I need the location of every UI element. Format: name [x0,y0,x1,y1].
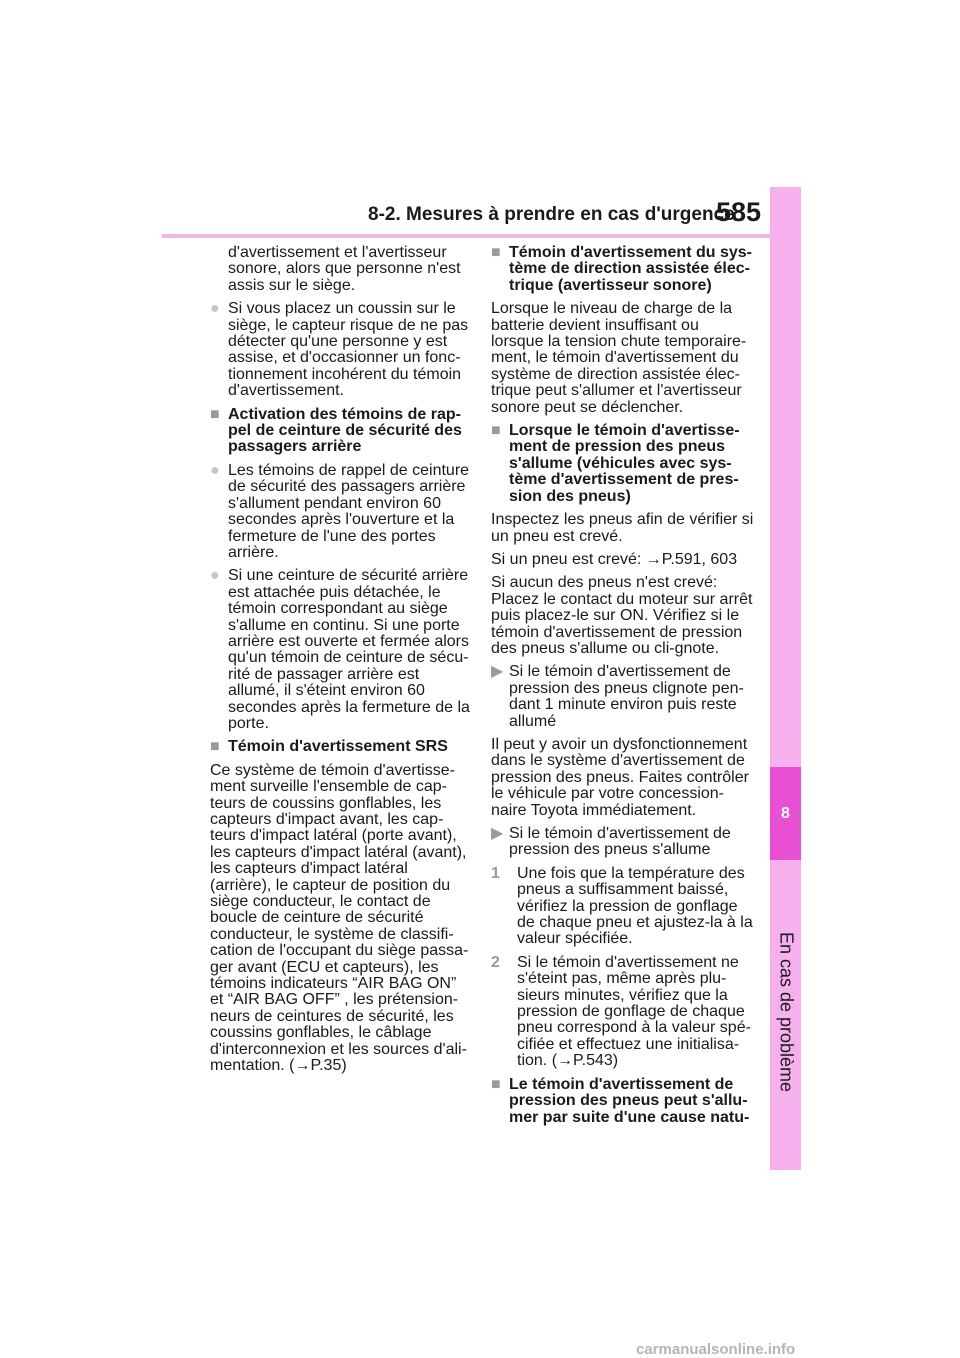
bullet-dot-icon: ● [210,461,220,479]
section-heading: ■ Activation des témoins de rap-pel de ceinture de sécurité des passagers arrière [210,405,462,456]
square-marker-icon: ■ [210,738,220,756]
numbered-step: 1 Une fois que la température des pneus a suffisamment baissé, vérifiez la pression de gonflage de chaque pneu et ajustez-la à la valeur spécifiée. [491,864,753,948]
condition-item: ▶ Si le témoin d'avertissement de pression des pneus clignote pen-dant 1 minute environ puis reste allumé [491,663,744,730]
condition-item: ▶ Si le témoin d'avertissement de pression des pneus s'allume [491,825,731,859]
bullet-dot-icon: ● [210,567,220,585]
page-number: 585 [716,197,762,227]
section-heading: ■ Lorsque le témoin d'avertisse-ment de pression des pneus s'allume (véhicules avec sys-tème d'avertissement de pres-sion des pneus) [491,422,740,505]
numbered-step: 2 Si le témoin d'avertissement ne s'éteint pas, même après plu-sieurs minutes, vérifiez que la pression de gonflage de chaque pneu correspond à la valeur spé-cifiée et effectuez une initialisa-tion. (→P.543) [491,953,751,1070]
step-number: 2 [491,953,500,971]
square-marker-icon: ■ [491,1075,501,1093]
paragraph: Ce système de témoin d'avertisse-ment surveille l'ensemble de cap-teurs de coussins gonflables, les capteurs d'impact avant, les cap-teurs d'impact latéral (porte avant), les capteurs d'impact latéral (avant), les capteurs d'impact latéral (arrière), le capteur de position du siège conducteur, le contact de boucle de ceinture de sécurité conducteur, le système de classifi-cation de l'occupant du siège passa-ger avant (ECU et capteurs), les témoins indicateurs “AIR BAG ON” et “AIR BAG OFF” , les prétension-neurs de ceintures de sécurité, les coussins gonflables, le câblage d'interconnexion et les sources d'ali-mentation. (→P.35) [210,761,469,1075]
paragraph: Lorsque le niveau de charge de la batterie devient insuffisant ou lorsque la tension chute temporaire-ment, le témoin d'avertissement du système de direction assistée élec-trique peut s'allumer et l'avertisseur sonore peut se déclencher. [491,300,747,416]
paragraph: Inspectez les pneus afin de vérifier si un pneu est crevé. [491,511,754,545]
triangle-marker-icon: ▶ [491,663,504,681]
bullet-item: ● Si vous placez un coussin sur le siège, le capteur risque de ne pas détecter qu'une personne y est assise, et d'occasionner un fonc-tionnement incohérent du témoin d'avertissement. [210,300,469,400]
bullet-dot-icon: ● [210,300,220,318]
header-rule [162,234,771,238]
section-heading: ■ Le témoin d'avertissement de pression des pneus peut s'allu-mer par suite d'une cause natu- [491,1075,750,1126]
bullet-item: ● Si une ceinture de sécurité arrière est attachée puis détachée, le témoin correspondant au siège s'allume en continu. Si une porte arrière est ouverte et fermée alors qu'un témoin de ceinture de sécu-rité de passager arrière est allumé, il s'éteint environ 60 secondes après la fermeture de la porte. [210,567,470,732]
square-marker-icon: ■ [491,422,501,440]
chapter-number: 8 [770,767,801,860]
left-column [210,245,472,1082]
step-number: 1 [491,864,500,882]
paragraph: Si un pneu est crevé: →P.591, 603 [491,550,738,568]
paragraph: Il peut y avoir un dysfonctionnement dans le système d'avertissement de pression des pneus. Faites contrôler le véhicule par votre concession-naire Toyota immédiatement. [491,735,749,819]
section-heading: ■ Témoin d'avertissement du sys-tème de direction assistée élec-trique (avertisseur sonore) [491,244,752,294]
triangle-marker-icon: ▶ [491,825,504,842]
continued-text: d'avertissement et l'avertisseur sonore, alors que personne n'est assis sur le siège. [228,244,461,294]
section-heading: ■ Témoin d'avertissement SRS [210,738,448,756]
watermark-link[interactable]: carmanualsonline.info [636,1341,796,1358]
bullet-item: ● Les témoins de rappel de ceinture de sécurité des passagers arrière s'allument pendant environ 60 secondes après l'ouverture et la fermeture de l'une des portes arrière. [210,461,470,561]
chapter-label: En cas de problème [776,931,797,1093]
right-column [491,245,755,1133]
square-marker-icon: ■ [491,244,501,261]
paragraph: Si aucun des pneus n'est crevé: Placez le contact du moteur sur arrêt puis placez-le sur ON. Vérifiez si le témoin d'avertissement de pression des pneus s'allume ou cli-gnote. [491,574,753,657]
section-header: 8-2. Mesures à prendre en cas d'urgence [368,204,735,225]
square-marker-icon: ■ [210,405,220,423]
